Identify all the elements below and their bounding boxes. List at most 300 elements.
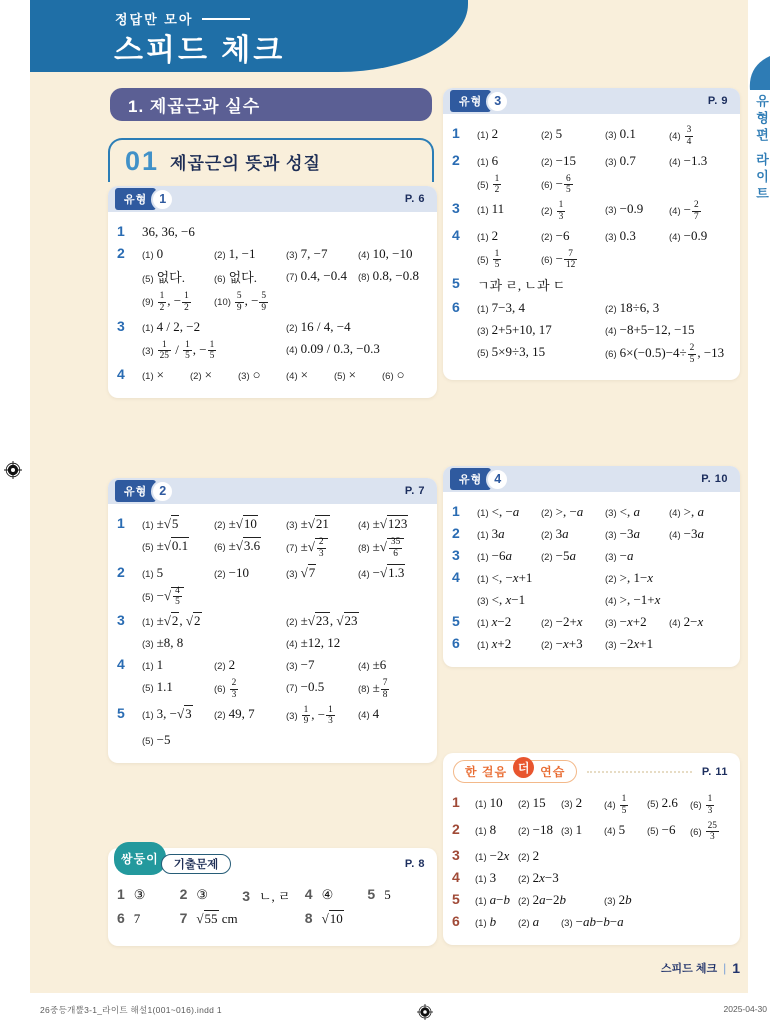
item-label: (2) (286, 322, 298, 334)
answer-item (286, 536, 355, 561)
row-items (142, 317, 427, 337)
answer-item (142, 266, 211, 288)
row-items (142, 266, 427, 288)
answer-item (142, 704, 211, 724)
answer-item (541, 524, 602, 544)
item-label: (1) (475, 918, 487, 929)
item-label: (2) (541, 552, 553, 563)
card-header (443, 88, 740, 114)
item-value: a (532, 914, 540, 929)
fraction: $\frac{1}{2}$ (494, 173, 500, 196)
answer-item (180, 909, 302, 929)
answer-item (214, 244, 283, 264)
answer-item (358, 266, 427, 286)
item-label: (1) (477, 205, 489, 216)
answer-item (305, 885, 365, 905)
item-value: ±√5 (156, 516, 179, 531)
answer-item (286, 677, 355, 697)
item-value: 2 (491, 126, 499, 141)
answer-item (214, 536, 283, 556)
sqrt: √3.6 (235, 538, 261, 553)
answer-item (518, 868, 601, 888)
type-badge (115, 188, 174, 211)
item-value: −2+x (555, 614, 583, 629)
row-number: 2 (117, 563, 125, 580)
card-body (443, 114, 740, 380)
answer-item (477, 524, 538, 544)
page-reference: P. 11 (701, 765, 728, 778)
card-body (443, 783, 740, 945)
answer-row (452, 890, 730, 910)
answer-item (477, 124, 538, 144)
row-number: 5 (452, 613, 460, 629)
item-label: (1) (475, 896, 487, 907)
row-number (452, 320, 477, 340)
row-items (142, 290, 427, 315)
answer-row (452, 612, 730, 632)
answer-row (117, 514, 427, 534)
row-items (477, 342, 730, 367)
answer-item (286, 244, 355, 264)
answer-item (286, 611, 427, 631)
row-items (142, 244, 427, 264)
answer-item (477, 226, 538, 246)
answer-item (669, 524, 730, 544)
registration-mark-icon (4, 461, 22, 479)
item-label: (1) (142, 250, 154, 261)
item-value: 0.1 (619, 126, 636, 141)
item-label: (4) (358, 568, 370, 580)
row-items (475, 912, 730, 932)
fraction: $\frac{2}{3}$ (318, 537, 324, 559)
item-value: 0.4, −0.4 (300, 268, 347, 283)
item-value: 2−x (683, 614, 704, 629)
fraction: $\frac{1}{2}$ (159, 291, 165, 313)
answer-item (477, 342, 602, 362)
item-label: (4) (605, 596, 617, 607)
answer-row (452, 199, 730, 224)
item-value: 2.6 (661, 795, 678, 810)
answer-item (358, 244, 427, 264)
item-label: (2) (518, 799, 530, 810)
row-number: 2 (452, 151, 460, 168)
sqrt: √123 (379, 516, 408, 531)
answer-item (475, 890, 515, 910)
item-label: (6) (541, 254, 553, 266)
row-items (477, 173, 730, 198)
item-value: 1, −1 (228, 246, 256, 261)
item-label: (5) (647, 799, 659, 810)
answer-item (286, 514, 355, 534)
row-items (477, 568, 730, 588)
answer-item (605, 342, 730, 367)
item-label: (4) (669, 530, 681, 541)
item-value (619, 794, 630, 816)
row-number: 6 (452, 635, 460, 651)
row-number: 5 (117, 704, 125, 721)
one-step-text: 한 걸음 (465, 765, 508, 779)
answer-item (541, 226, 602, 246)
item-label: (6) (690, 800, 702, 812)
problem-number: 2 (179, 886, 188, 902)
row-items (477, 320, 730, 340)
answer-item (541, 634, 602, 654)
row-number: 6 (452, 913, 460, 929)
row-number: 4 (117, 656, 125, 672)
row-items (475, 846, 730, 866)
answer-item (477, 173, 538, 198)
card-body (108, 504, 437, 763)
fraction: $\frac{1}{3}$ (558, 200, 564, 222)
fraction: $\frac{7}{8}$ (382, 678, 388, 700)
answer-item (561, 820, 601, 840)
item-label: (6) (214, 684, 226, 696)
item-value: ○ (396, 367, 405, 382)
answer-item (477, 546, 538, 566)
header-tagline-text: 정답만 모아 (115, 12, 194, 27)
row-number: 3 (117, 612, 125, 628)
answer-item (518, 793, 558, 813)
item-value: 2b (618, 892, 632, 907)
item-label: (8) (358, 272, 370, 283)
item-value: 0.7 (619, 152, 636, 168)
card-body (443, 492, 740, 667)
answer-row (117, 704, 427, 729)
item-label: (3) (605, 156, 617, 168)
fraction: $\frac{1}{5}$ (621, 794, 627, 816)
section-number: 01 (125, 145, 160, 176)
item-value: 0.8, −0.8 (372, 268, 419, 283)
item-value (684, 125, 695, 147)
card-header (108, 848, 437, 875)
item-label: (4) (358, 250, 370, 261)
item-label: (7) (286, 683, 298, 694)
sqrt: √10 (235, 516, 257, 531)
answer-row (452, 868, 730, 888)
answer-item (477, 568, 602, 588)
answer-item (541, 199, 602, 224)
row-number: 2 (452, 820, 460, 837)
item-label: (3) (605, 530, 617, 541)
row-items (142, 222, 427, 242)
item-label: (3) (605, 231, 617, 243)
item-label: (1) (477, 304, 489, 315)
item-label: (4) (669, 206, 681, 218)
item-label: (10) (214, 297, 231, 309)
fraction: $\frac{25}{3}$ (707, 820, 717, 843)
item-label: (4) (286, 639, 298, 650)
sqrt: √1.3 (379, 564, 405, 580)
answer-item (286, 266, 355, 286)
item-label: (2) (541, 640, 553, 651)
row-number (117, 339, 142, 364)
problem-number: 6 (117, 910, 125, 926)
item-value: × (348, 367, 356, 382)
answer-row (117, 339, 427, 364)
answer-item (605, 298, 730, 318)
row-number: 1 (452, 503, 460, 519)
problem-number: 7 (179, 910, 188, 926)
answer-row (117, 730, 427, 750)
one-step-circle: 더 (513, 757, 534, 778)
item-value: −0.9 (619, 201, 644, 216)
fraction: $\frac{2}{5}$ (689, 343, 695, 365)
tagline-dash (202, 18, 250, 20)
row-number: 3 (452, 547, 460, 563)
chapter-banner: 1. 제곱근과 실수 (110, 88, 432, 121)
item-label: (3) (561, 918, 573, 929)
answer-row (117, 677, 427, 702)
sqrt: √23 (336, 613, 358, 628)
item-value: >, −1+x (619, 592, 661, 607)
row-items (117, 909, 427, 929)
answer-item (477, 298, 602, 318)
item-value: × (300, 367, 308, 382)
answer-row (452, 151, 730, 171)
item-label: (5) (334, 371, 346, 382)
item-label: (5) (647, 825, 659, 837)
type-badge-number: 2 (151, 480, 174, 503)
answer-item (541, 124, 602, 144)
answer-item (690, 793, 730, 818)
item-label: (4) (358, 709, 370, 721)
sqrt: √21 (307, 516, 329, 531)
one-step-badge (453, 760, 577, 783)
fraction: $\frac{1}{25}$ (159, 339, 169, 362)
item-label: (1) (142, 568, 154, 580)
answer-item (286, 655, 355, 675)
answer-item (605, 546, 666, 566)
item-value: 2 (575, 795, 583, 810)
row-items (142, 339, 427, 364)
answer-item (286, 365, 331, 385)
answer-item (647, 820, 687, 840)
row-number: 4 (452, 869, 460, 885)
answer-row (452, 524, 730, 544)
item-value: −7 (300, 657, 315, 672)
item-value: −5 (156, 732, 171, 747)
item-value: $\frac{1}{2}$ , − $\frac{1}{2}$ (159, 291, 189, 313)
answer-item (669, 612, 730, 632)
item-value (229, 678, 240, 700)
item-label: (5) (142, 736, 154, 747)
sqrt: √7 (300, 564, 316, 580)
item-value: 5×9÷3, 15 (491, 344, 546, 359)
answer-card-one-step-practice (443, 753, 740, 945)
row-number: 1 (452, 125, 460, 141)
item-value: −√ $\frac{4}{5}$ (157, 587, 184, 603)
item-value: 2x−3 (532, 870, 559, 885)
item-label: (2) (541, 130, 553, 141)
item-value: x+2 (491, 636, 512, 651)
row-items (477, 298, 730, 318)
answer-item (541, 502, 602, 522)
answer-row (117, 290, 427, 315)
answer-item (142, 633, 283, 653)
answer-item (117, 885, 177, 905)
row-number: 2 (452, 525, 460, 541)
footer-page-number: 1 (732, 960, 740, 976)
answer-item (142, 244, 211, 264)
row-number (452, 590, 477, 610)
row-number: 1 (117, 515, 125, 531)
answer-item (541, 546, 602, 566)
page-reference: P. 6 (404, 193, 425, 205)
answer-item (142, 611, 283, 631)
fraction: $\frac{5}{9}$ (261, 291, 267, 313)
item-value: 11 (491, 201, 505, 216)
row-items (142, 585, 427, 610)
type-badge-number: 3 (486, 90, 509, 113)
answer-item (190, 365, 235, 385)
item-value: a−b (489, 892, 510, 907)
answer-item (604, 793, 644, 818)
item-value: −a (619, 548, 634, 563)
item-label: (1) (475, 825, 487, 837)
type-badge (450, 90, 509, 113)
row-number (117, 633, 142, 653)
answer-item (142, 290, 211, 315)
answer-row (452, 820, 730, 845)
item-label: (5) (477, 179, 489, 191)
item-label: (9) (142, 297, 154, 309)
row-number (117, 730, 142, 750)
item-label: (2) (605, 574, 617, 585)
item-value: ○ (252, 367, 261, 382)
row-items (477, 502, 730, 522)
item-value (556, 200, 567, 222)
item-label: (1) (142, 371, 154, 382)
answer-item (605, 226, 666, 246)
answer-item (605, 124, 666, 144)
item-label: (4) (669, 131, 681, 143)
item-value: 1.1 (156, 679, 173, 694)
answer-item (358, 536, 427, 561)
card-body (108, 212, 437, 398)
sqrt: √ $\frac{4}{5}$ (164, 587, 184, 603)
item-value: −ab−b−a (575, 914, 624, 929)
answer-item (334, 365, 379, 385)
problem-number: 1 (117, 886, 125, 902)
item-value: −0.9 (683, 227, 708, 243)
sqrt: √2 (185, 613, 201, 628)
item-label: (3) (605, 640, 617, 651)
answer-item (382, 365, 427, 385)
answer-item (477, 590, 602, 610)
answer-item (142, 339, 283, 364)
item-value: 없다. (156, 270, 185, 285)
item-label: (4) (669, 156, 681, 168)
row-items (142, 536, 427, 561)
item-value: <, −a (491, 504, 520, 519)
problem-number: 3 (242, 888, 250, 904)
item-label: (5) (142, 542, 154, 553)
row-items (477, 634, 730, 654)
card-header (443, 753, 740, 783)
item-label: (1) (477, 574, 489, 585)
item-value: −2x+1 (619, 636, 654, 651)
answer-item (214, 266, 283, 288)
item-value: 4 / 2, −2 (156, 318, 201, 334)
item-value: 1 (575, 821, 583, 837)
answer-item (605, 151, 666, 171)
fraction: $\frac{35}{6}$ (390, 537, 401, 559)
item-label: (3) (477, 326, 489, 337)
item-label: (3) (605, 618, 617, 629)
row-items (475, 793, 730, 818)
type-badge-label: 유형 (115, 188, 156, 210)
answer-item (605, 524, 666, 544)
item-value: 15 (532, 795, 546, 810)
fraction: $\frac{5}{9}$ (236, 291, 242, 313)
item-label: (2) (518, 825, 530, 837)
item-value (705, 820, 720, 843)
answer-item (142, 655, 211, 675)
item-value (705, 794, 716, 816)
item-label: (1) (142, 661, 154, 672)
item-label: (2) (518, 852, 530, 863)
item-value: × (204, 367, 212, 382)
type-badge-number: 1 (151, 188, 174, 211)
item-value: ±√2, √2 (156, 613, 201, 628)
item-value: ㄴ, ㄹ (258, 889, 291, 904)
answer-item (358, 514, 427, 534)
item-value: ±√123 (372, 516, 408, 531)
answer-item (605, 320, 730, 340)
paper-background (30, 0, 748, 993)
row-number: 5 (452, 275, 460, 291)
answer-item (647, 793, 687, 813)
item-label: (2) (518, 918, 530, 929)
answer-item (214, 655, 283, 675)
item-label: (5) (477, 254, 489, 266)
fraction: $\frac{2}{3}$ (231, 678, 237, 700)
type-badge-label: 유형 (115, 480, 156, 502)
answer-item (238, 365, 283, 385)
item-value: <, −x+1 (491, 570, 533, 585)
answer-item (214, 290, 283, 315)
row-items (477, 274, 730, 296)
row-items (475, 890, 730, 910)
item-label: (3) (604, 896, 616, 907)
answer-item (358, 704, 427, 724)
item-label: (2) (541, 206, 553, 218)
type-badge-label: 유형 (450, 468, 491, 490)
row-number: 3 (452, 847, 460, 863)
item-label: (5) (142, 274, 154, 285)
item-value: 3 (489, 870, 497, 885)
answer-row (452, 342, 730, 367)
item-value (492, 173, 503, 196)
fraction: $\frac{1}{3}$ (707, 794, 713, 816)
item-label: (3) (561, 799, 573, 810)
item-value: 18÷6, 3 (619, 300, 660, 315)
answer-row (117, 909, 427, 929)
row-items (142, 563, 427, 583)
answer-row (452, 298, 730, 318)
row-number: 5 (452, 891, 460, 907)
answer-item (669, 199, 730, 224)
answer-row (117, 365, 427, 385)
section-title: 제곱근의 뜻과 성질 (170, 153, 321, 173)
row-number: 6 (452, 299, 460, 315)
answer-row (452, 320, 730, 340)
item-value: >, −a (555, 504, 584, 519)
row-items (477, 546, 730, 566)
fraction: $\frac{1}{5}$ (209, 339, 215, 362)
item-label: (8) (358, 543, 370, 555)
item-label: (1) (477, 130, 489, 141)
